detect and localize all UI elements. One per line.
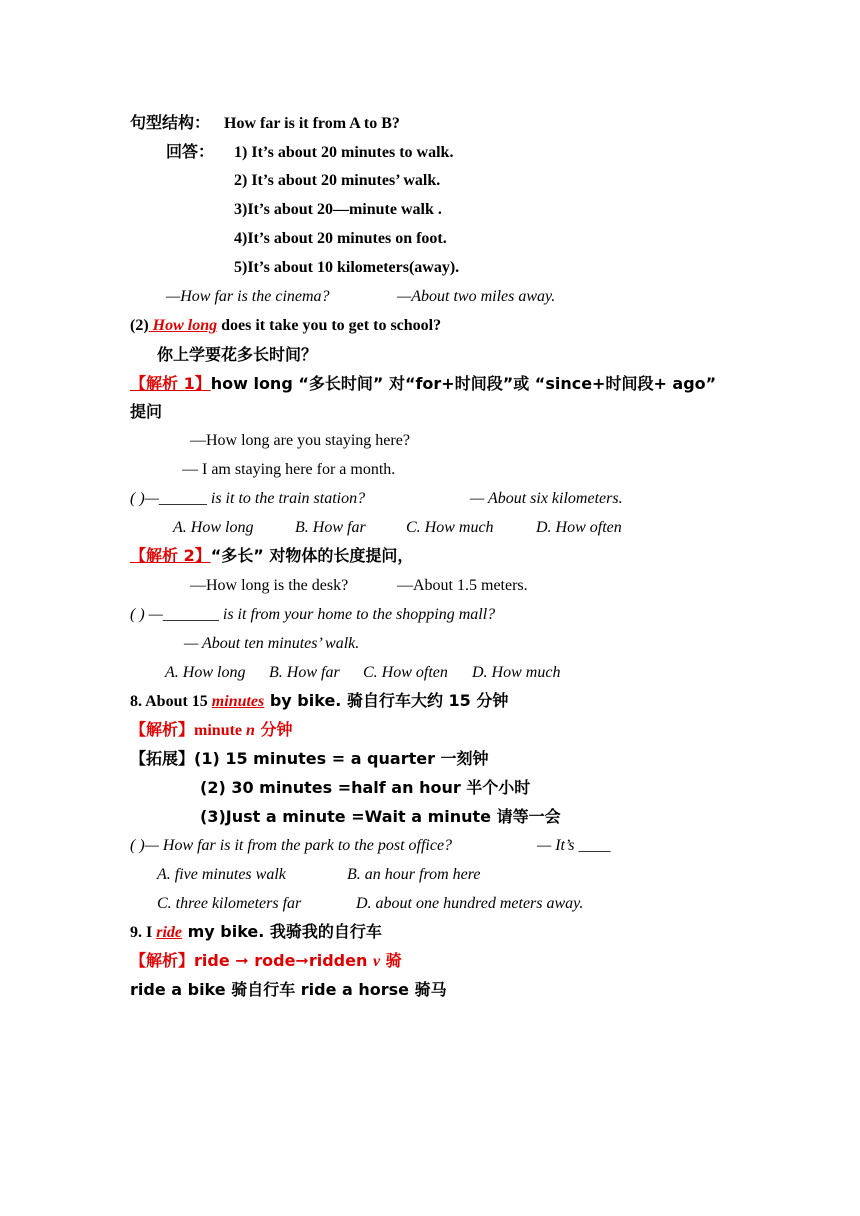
extension-3: (3)Just a minute =Wait a minute 请等一会 [200,807,561,826]
question-8-option-a: A. five minutes walk [157,866,286,883]
example-2-answer: —About 1.5 meters. [397,577,528,594]
analysis-9 [130,951,402,972]
analysis-2 [130,546,413,567]
extension-line-1 [130,749,489,770]
analysis-8 [130,720,293,741]
answer-2: 2) It’s about 20 minutes’ walk. [234,172,441,189]
keyword-minutes: minutes [211,693,265,710]
analysis-1-tag: 【解析 1】 [130,374,211,393]
analysis-8-pos: n [246,722,255,739]
question-1-option-d: D. How often [536,519,622,536]
example-1-answer: — I am staying here for a month. [182,461,396,478]
question-2-option-a: A. How long [165,664,246,681]
keyword-ride: ride [156,924,183,941]
question-1-option-c: C. How much [406,519,494,536]
question-8-stem: ( )— How far is it from the park to the post office? [130,837,453,854]
question-2-option-c: C. How often [363,664,448,681]
heading-9-rest: my bike. 我骑我的自行车 [182,922,382,941]
question-2-stem: ( ) —_______ is it from your home to the shopping mall? [130,606,496,623]
question-8-answer: — It’s ____ [537,837,611,854]
answer-1: 1) It’s about 20 minutes to walk. [234,144,454,161]
pattern-label: 句型结构： [130,113,211,132]
heading-8-prefix: 8. About 15 [130,693,212,710]
answer-line-1 [166,142,453,163]
question-2-option-d: D. How much [472,664,561,681]
analysis-1-text: how long “多长时间” 对“for+时间段”或 “since+时间段+ ago” [210,374,717,393]
extension-1: (1) 15 minutes = a quarter 一刻钟 [194,749,489,768]
analysis-8-cn: 分钟 [254,720,293,739]
question-2-option-b: B. How far [269,664,340,681]
heading-translation: 你上学要花多长时间？ [157,345,318,364]
answer-5: 5)It’s about 10 kilometers(away). [234,259,460,276]
example-answer: —About two miles away. [397,288,556,305]
question-1-answer: — About six kilometers. [470,490,623,507]
question-8-option-b: B. an hour from here [347,866,481,883]
ride-phrases: ride a bike 骑自行车 ride a horse 骑马 [130,980,447,999]
heading-8 [130,691,508,712]
pattern-line [130,113,400,134]
heading-rest: does it take you to get to school? [217,317,442,334]
answer-3: 3)It’s about 20—minute walk . [234,201,442,218]
heading-9-prefix: 9. I [130,924,157,941]
analysis-1 [130,374,716,395]
heading-how-long [130,316,441,336]
analysis-9-tag: 【解析】 [130,951,195,970]
question-2-answer: — About ten minutes’ walk. [184,635,360,652]
question-8-option-c: C. three kilometers far [157,895,302,912]
question-1-option-b: B. How far [295,519,366,536]
pattern-text: How far is it from A to B? [224,115,400,132]
extension-2: (2) 30 minutes =half an hour 半个小时 [200,778,531,797]
analysis-2-tag: 【解析 2】 [130,546,211,565]
example-1-question: —How long are you staying here? [190,432,410,449]
question-1-stem: ( )—______ is it to the train station? [130,490,366,507]
analysis-1-continued: 提问 [130,402,163,421]
question-1-option-a: A. How long [173,519,254,536]
extension-tag: 【拓展】 [130,749,195,768]
analysis-9-pos: v [372,953,381,970]
example-2-question: —How long is the desk? [190,577,349,594]
analysis-2-text: “多长” 对物体的长度提问， [210,546,414,565]
analysis-8-word: minute [194,722,247,739]
analysis-9-text: ride ➞ rode➞ridden [194,951,373,970]
answer-label: 回答： [166,142,215,161]
analysis-9-cn: 骑 [380,951,402,970]
heading-8-rest: by bike. 骑自行车大约 15 分钟 [264,691,509,710]
analysis-8-tag: 【解析】 [130,720,195,739]
heading-9 [130,922,382,943]
example-question: —How far is the cinema? [166,288,330,305]
question-8-option-d: D. about one hundred meters away. [356,895,584,912]
heading-prefix: (2) [130,317,149,334]
keyword-how-long: How long [148,317,218,334]
answer-4: 4)It’s about 20 minutes on foot. [234,230,447,247]
